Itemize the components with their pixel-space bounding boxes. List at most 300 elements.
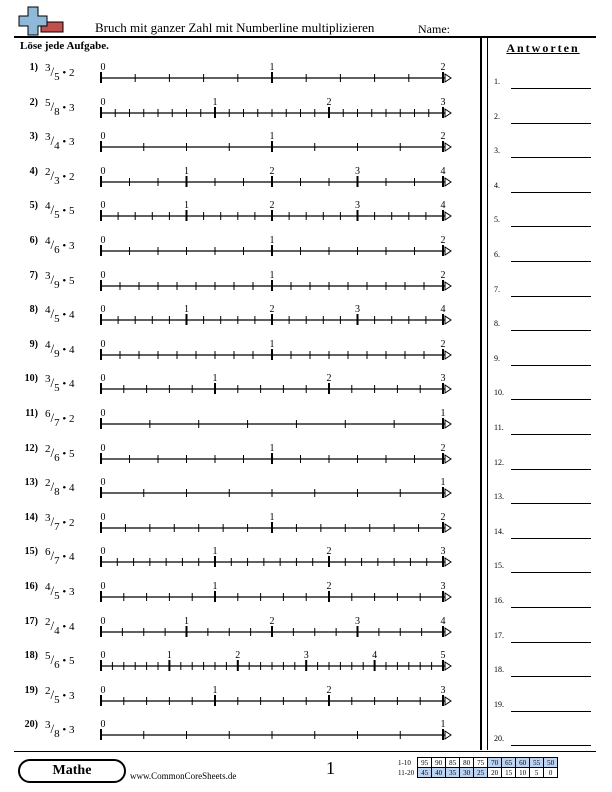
- answer-number: 17.: [494, 630, 504, 640]
- denominator: 4: [54, 140, 60, 153]
- tick-label: 0: [100, 615, 106, 627]
- answer-field[interactable]: [494, 285, 594, 299]
- number-line: [95, 510, 455, 536]
- arrow-right-icon: [445, 558, 451, 566]
- tick-label: 0: [100, 338, 106, 350]
- multiply-sign: •: [59, 655, 69, 668]
- tick-label: 0: [100, 373, 106, 385]
- fraction-slash: /: [50, 548, 55, 564]
- answer-field[interactable]: [494, 388, 594, 402]
- fraction-expression: [45, 546, 75, 568]
- denominator: 7: [54, 520, 60, 533]
- tick-label: 0: [100, 200, 106, 212]
- problem-number: 15): [24, 546, 38, 558]
- problem-number: 16): [24, 581, 38, 592]
- score-cell: 10: [516, 768, 530, 778]
- tick-label: 4: [440, 304, 446, 316]
- problem-row: [0, 131, 470, 161]
- tick-label: 1: [212, 684, 218, 696]
- problem-number: 12): [24, 442, 38, 454]
- tick-label: 1: [269, 131, 275, 143]
- problem-number: 9): [29, 338, 38, 350]
- answer-field[interactable]: [494, 215, 594, 229]
- score-range-label: 11-20: [398, 768, 415, 777]
- answer-line[interactable]: [511, 745, 591, 746]
- number-line: [95, 717, 455, 743]
- number-line: [95, 579, 455, 605]
- number-line: [95, 95, 455, 121]
- answer-number: 8.: [494, 319, 500, 329]
- fraction-slash: /: [50, 64, 55, 79]
- problem-number: 2): [29, 96, 38, 108]
- problem-number: 18): [24, 650, 38, 662]
- whole-number: 3: [68, 724, 75, 737]
- answer-line[interactable]: [511, 434, 591, 435]
- answer-number: 6.: [494, 250, 500, 259]
- problem-number: 6): [29, 235, 38, 246]
- score-cell: 95: [418, 758, 432, 768]
- answer-field[interactable]: [494, 734, 594, 748]
- numerator: 3: [45, 719, 51, 732]
- score-row: [396, 768, 558, 778]
- whole-number: 2: [68, 413, 75, 425]
- answer-line[interactable]: [511, 296, 591, 297]
- number-line: [95, 544, 455, 570]
- numerator: 6: [45, 546, 51, 559]
- score-cell: 85: [446, 758, 460, 768]
- score-cell: 90: [432, 758, 446, 768]
- answer-line[interactable]: [511, 469, 591, 470]
- problem-row: [0, 477, 470, 507]
- tick-label: 1: [212, 96, 218, 108]
- tick-label: 1: [184, 304, 189, 316]
- column-divider-inner: [487, 37, 488, 750]
- fraction-slash: /: [50, 306, 55, 322]
- fraction-expression: [45, 581, 75, 602]
- tick-label: 3: [440, 373, 446, 385]
- whole-number: 3: [68, 689, 75, 702]
- fraction-expression: [45, 131, 75, 153]
- tick-label: 1: [184, 200, 189, 212]
- score-cell: 55: [530, 758, 544, 768]
- answer-number: 2.: [494, 111, 500, 121]
- number-line: [95, 164, 455, 190]
- fraction-expression: [45, 511, 75, 533]
- problem-row: [0, 339, 470, 369]
- answer-field[interactable]: [494, 181, 594, 195]
- number-line: [95, 441, 455, 467]
- fraction-expression: [45, 615, 75, 637]
- arrow-right-icon: [445, 697, 451, 705]
- whole-number: 5: [68, 274, 75, 287]
- answer-field[interactable]: [494, 458, 594, 472]
- problem-row: [0, 62, 470, 92]
- tick-label: 2: [235, 650, 241, 662]
- fraction-expression: [45, 200, 75, 222]
- tick-label: 2: [269, 165, 275, 177]
- arrow-right-icon: [445, 385, 451, 393]
- score-range-label: 1-10: [398, 758, 411, 767]
- tick-label: 4: [372, 650, 378, 662]
- tick-label: 3: [355, 200, 360, 212]
- answer-number: 12.: [494, 457, 504, 467]
- answer-line[interactable]: [511, 157, 591, 158]
- answer-field[interactable]: [494, 631, 594, 645]
- whole-number: 5: [68, 655, 75, 668]
- numerator: 4: [45, 338, 51, 351]
- fraction-expression: [45, 373, 75, 395]
- number-line: [95, 614, 455, 640]
- tick-label: 2: [440, 235, 446, 246]
- answer-field[interactable]: [494, 596, 594, 610]
- answer-field[interactable]: [494, 77, 594, 91]
- numerator: 2: [45, 615, 51, 628]
- number-line: [95, 233, 455, 259]
- numerator: 2: [45, 165, 51, 178]
- tick-label: 1: [269, 511, 275, 523]
- problem-number: 11): [25, 408, 38, 419]
- tick-label: 2: [326, 373, 332, 385]
- answer-line[interactable]: [511, 572, 591, 573]
- fraction-slash: /: [50, 98, 55, 114]
- fraction-slash: /: [50, 617, 55, 633]
- fraction-expression: [45, 477, 75, 499]
- tick-label: 0: [100, 235, 106, 246]
- tick-label: 0: [100, 546, 106, 558]
- tick-label: 2: [326, 546, 332, 558]
- numerator: 4: [45, 235, 51, 247]
- problem-number: 5): [29, 200, 38, 212]
- numerator: 3: [45, 373, 51, 386]
- answer-line[interactable]: [511, 226, 591, 227]
- tick-label: 0: [100, 511, 106, 523]
- answer-field[interactable]: [494, 527, 594, 541]
- answer-line[interactable]: [511, 503, 591, 504]
- answer-field[interactable]: [494, 423, 594, 437]
- tick-label: 3: [440, 96, 446, 108]
- answer-field[interactable]: [494, 700, 594, 714]
- fraction-slash: /: [50, 479, 55, 495]
- answer-field[interactable]: [494, 665, 594, 679]
- denominator: 6: [54, 659, 60, 672]
- multiply-sign: •: [59, 447, 69, 460]
- answer-number: 16.: [494, 596, 504, 605]
- answer-number: 7.: [494, 284, 500, 294]
- header-rule: [14, 36, 596, 38]
- answer-number: 1.: [494, 77, 500, 86]
- fraction-slash: /: [50, 202, 55, 218]
- whole-number: 3: [68, 136, 75, 149]
- number-line: [95, 371, 455, 397]
- answer-field[interactable]: [494, 250, 594, 264]
- multiply-sign: •: [59, 724, 69, 737]
- problem-number: 8): [29, 304, 38, 316]
- score-table: [396, 757, 558, 778]
- tick-label: 2: [440, 442, 446, 454]
- score-cell: 75: [474, 758, 488, 768]
- tick-label: 2: [269, 200, 275, 212]
- answer-number: 13.: [494, 492, 504, 502]
- arrow-right-icon: [445, 662, 451, 670]
- tick-label: 2: [269, 304, 275, 316]
- numerator: 2: [45, 477, 51, 490]
- answer-number: 9.: [494, 353, 500, 363]
- whole-number: 2: [68, 67, 75, 79]
- tick-label: 0: [100, 581, 106, 592]
- tick-label: 2: [269, 615, 275, 627]
- problem-row: [0, 373, 470, 403]
- tick-label: 1: [269, 269, 275, 281]
- answer-number: 4.: [494, 180, 500, 190]
- tick-label: 4: [440, 615, 446, 627]
- answer-field[interactable]: [494, 561, 594, 575]
- tick-label: 5: [440, 650, 446, 662]
- answer-number: 14.: [494, 526, 504, 536]
- whole-number: 4: [68, 378, 75, 391]
- multiply-sign: •: [59, 343, 69, 356]
- denominator: 8: [54, 486, 60, 499]
- denominator: 4: [54, 624, 60, 637]
- number-line: [95, 268, 455, 294]
- fraction-expression: [45, 269, 75, 291]
- fraction-slash: /: [50, 721, 55, 737]
- tick-label: 1: [184, 615, 189, 627]
- tick-label: 1: [440, 719, 446, 731]
- multiply-sign: •: [59, 136, 69, 149]
- tick-label: 0: [100, 684, 106, 696]
- score-cell: 25: [474, 768, 488, 778]
- number-line: [95, 337, 455, 363]
- number-line: [95, 60, 455, 86]
- tick-label: 3: [303, 650, 309, 662]
- score-cell: 0: [544, 768, 558, 778]
- answer-field[interactable]: [494, 319, 594, 333]
- arrow-right-icon: [445, 74, 451, 82]
- answer-line[interactable]: [511, 88, 591, 89]
- multiply-sign: •: [59, 170, 69, 183]
- numerator: 6: [45, 408, 51, 420]
- tick-label: 1: [184, 165, 189, 177]
- score-cell: 40: [432, 768, 446, 778]
- multiply-sign: •: [59, 620, 69, 633]
- fraction-slash: /: [50, 340, 55, 356]
- tick-label: 1: [212, 546, 218, 558]
- arrow-right-icon: [445, 282, 451, 290]
- denominator: 5: [54, 313, 60, 326]
- tick-label: 0: [100, 269, 106, 281]
- numerator: 3: [45, 131, 51, 144]
- score-cell: 15: [502, 768, 516, 778]
- denominator: 7: [54, 555, 60, 568]
- problem-row: [0, 616, 470, 646]
- numerator: 5: [45, 650, 51, 663]
- score-cell: 35: [446, 768, 460, 778]
- problem-number: 10): [24, 373, 38, 385]
- answer-line[interactable]: [511, 330, 591, 331]
- multiply-sign: •: [59, 240, 69, 252]
- score-cell: 65: [502, 758, 516, 768]
- score-row: [396, 758, 558, 768]
- answer-field[interactable]: [494, 146, 594, 160]
- worksheet-title: Bruch mit ganzer Zahl mit Numberline multiplizieren: [95, 20, 375, 35]
- tick-label: 0: [100, 165, 106, 177]
- tick-label: 0: [100, 650, 106, 662]
- multiply-sign: •: [59, 101, 69, 114]
- problem-row: [0, 166, 470, 196]
- column-divider: [480, 37, 482, 750]
- problem-number: 14): [24, 511, 38, 523]
- problem-number: 7): [29, 269, 38, 281]
- tick-label: 0: [100, 408, 106, 419]
- problem-row: [0, 650, 470, 680]
- website-link[interactable]: www.CommonCoreSheets.de: [130, 771, 237, 781]
- answer-line[interactable]: [511, 399, 591, 400]
- answer-line[interactable]: [511, 711, 591, 712]
- multiply-sign: •: [59, 205, 69, 218]
- score-cell: 70: [488, 758, 502, 768]
- answer-field[interactable]: [494, 492, 594, 506]
- instructions: Löse jede Aufgabe.: [20, 40, 109, 52]
- problem-row: [0, 304, 470, 334]
- fraction-slash: /: [50, 271, 55, 287]
- answer-number: 3.: [494, 146, 500, 156]
- answer-line[interactable]: [511, 123, 591, 124]
- fraction-expression: [45, 408, 75, 429]
- denominator: 6: [54, 451, 60, 464]
- page-number: 1: [326, 758, 335, 778]
- fraction-slash: /: [50, 410, 55, 425]
- answer-line[interactable]: [511, 365, 591, 366]
- multiply-sign: •: [59, 274, 69, 287]
- fraction-expression: [45, 684, 75, 706]
- whole-number: 2: [68, 516, 75, 529]
- answer-number: 19.: [494, 699, 504, 709]
- answer-number: 5.: [494, 215, 500, 225]
- answer-line[interactable]: [511, 642, 591, 643]
- arrow-right-icon: [445, 420, 451, 428]
- answer-line[interactable]: [511, 261, 591, 262]
- tick-label: 2: [440, 511, 446, 523]
- whole-number: 5: [68, 205, 75, 218]
- denominator: 3: [54, 174, 60, 187]
- problem-row: [0, 408, 470, 438]
- numerator: 2: [45, 684, 51, 697]
- number-line: [95, 648, 455, 674]
- arrow-right-icon: [445, 489, 451, 497]
- tick-label: 3: [440, 684, 446, 696]
- tick-label: 2: [440, 131, 446, 143]
- tick-label: 1: [269, 62, 275, 73]
- footer-rule: [14, 751, 596, 752]
- numerator: 3: [45, 62, 51, 74]
- numerator: 4: [45, 200, 51, 213]
- answers-heading: Antworten: [506, 41, 580, 55]
- denominator: 5: [54, 209, 60, 222]
- numerator: 5: [45, 96, 51, 109]
- problem-row: [0, 235, 470, 265]
- problem-row: [0, 512, 470, 542]
- fraction-expression: [45, 96, 75, 118]
- problem-row: [0, 443, 470, 473]
- tick-label: 3: [355, 615, 360, 627]
- tick-label: 0: [100, 62, 106, 73]
- problem-row: [0, 685, 470, 715]
- whole-number: 3: [68, 240, 75, 252]
- answer-line[interactable]: [511, 676, 591, 677]
- fraction-expression: [45, 304, 75, 326]
- answer-line[interactable]: [511, 538, 591, 539]
- arrow-right-icon: [445, 178, 451, 186]
- fraction-slash: /: [50, 237, 55, 252]
- multiply-sign: •: [59, 309, 69, 322]
- answer-line[interactable]: [511, 607, 591, 608]
- arrow-right-icon: [445, 593, 451, 601]
- fraction-slash: /: [50, 583, 55, 598]
- denominator: 9: [54, 278, 60, 291]
- fraction-expression: [45, 235, 75, 256]
- tick-label: 3: [440, 546, 446, 558]
- whole-number: 3: [68, 101, 75, 114]
- whole-number: 2: [68, 170, 75, 183]
- tick-label: 1: [269, 235, 275, 246]
- whole-number: 4: [68, 551, 75, 564]
- problem-row: [0, 581, 470, 611]
- tick-label: 2: [326, 581, 332, 592]
- tick-label: 3: [355, 165, 360, 177]
- multiply-sign: •: [59, 482, 69, 495]
- tick-label: 0: [100, 131, 106, 143]
- tick-label: 0: [100, 477, 106, 489]
- fraction-expression: [45, 650, 75, 672]
- answer-number: 18.: [494, 665, 504, 675]
- denominator: 5: [54, 693, 60, 706]
- score-cell: 80: [460, 758, 474, 768]
- numerator: 2: [45, 442, 51, 455]
- arrow-right-icon: [445, 109, 451, 117]
- denominator: 6: [54, 244, 60, 256]
- score-cell: 60: [516, 758, 530, 768]
- fraction-slash: /: [50, 652, 55, 668]
- fraction-expression: [45, 165, 75, 187]
- arrow-right-icon: [445, 143, 451, 151]
- whole-number: 4: [68, 620, 75, 633]
- problem-number: 3): [29, 131, 38, 143]
- score-cell: 5: [530, 768, 544, 778]
- number-line: [95, 406, 455, 432]
- answer-field[interactable]: [494, 354, 594, 368]
- tick-label: 4: [440, 200, 446, 212]
- problem-number: 20): [24, 719, 38, 731]
- tick-label: 4: [440, 165, 446, 177]
- subject-badge: Mathe: [18, 759, 126, 783]
- number-line: [95, 302, 455, 328]
- number-line: [95, 683, 455, 709]
- score-cell: 50: [544, 758, 558, 768]
- tick-label: 2: [326, 684, 332, 696]
- answer-number: 10.: [494, 388, 504, 398]
- answer-field[interactable]: [494, 112, 594, 126]
- problem-number: 13): [24, 477, 38, 489]
- whole-number: 4: [68, 309, 75, 322]
- tick-label: 0: [100, 442, 106, 454]
- answer-line[interactable]: [511, 192, 591, 193]
- problem-number: 17): [24, 615, 38, 627]
- fraction-slash: /: [50, 513, 55, 529]
- tick-label: 0: [100, 719, 106, 731]
- tick-label: 0: [100, 96, 106, 108]
- problem-row: [0, 546, 470, 576]
- arrow-right-icon: [445, 212, 451, 220]
